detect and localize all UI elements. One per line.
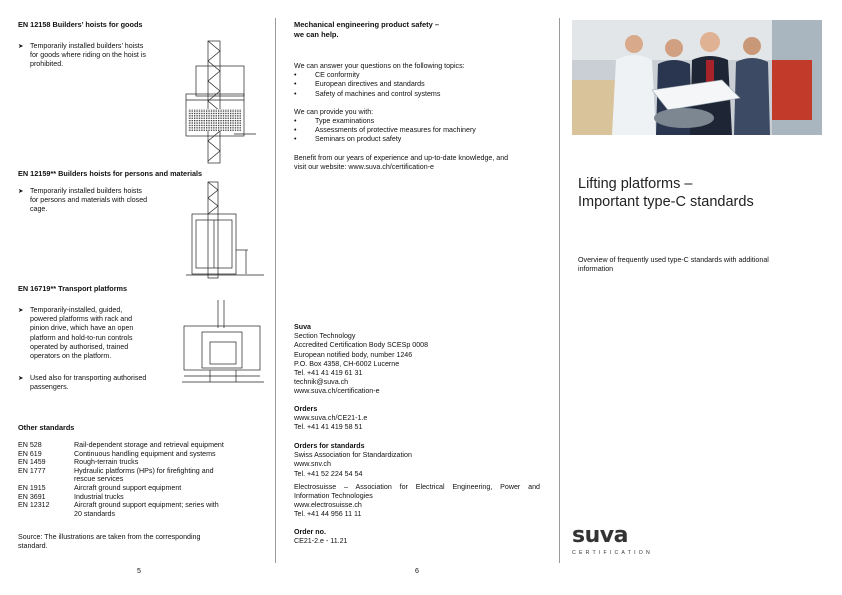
- description-line: Rail-dependent storage and retrieval equipment: [74, 441, 224, 449]
- standard-code: EN 619: [18, 449, 42, 458]
- standard-description: [74, 493, 254, 502]
- standard-code: EN 3691: [18, 492, 46, 501]
- subtitle-line: information: [578, 265, 614, 274]
- bullet-line: ➤ Temporarily installed builders hoists: [30, 187, 142, 195]
- description-line: Aircraft ground support equipment; series with: [74, 501, 219, 510]
- description-line: Industrial trucks: [74, 492, 124, 501]
- bullet-line: ➤ Temporarily-installed, guided,: [30, 306, 123, 314]
- title-line: Lifting platforms –: [578, 176, 693, 192]
- help-topics: [294, 62, 540, 172]
- logo-tagline: CERTIFICATION: [572, 550, 653, 556]
- email-link[interactable]: technik@suva.ch: [294, 378, 349, 387]
- standard-code: EN 12312: [18, 501, 50, 510]
- bullet-line: cage.: [30, 205, 48, 214]
- bullet-en12158: [18, 42, 180, 70]
- page-divider-right: [559, 18, 560, 563]
- persons-hoist-illustration: [186, 180, 266, 280]
- suva-logo: [572, 525, 653, 556]
- bullet-line: operators on the platform.: [30, 352, 112, 361]
- orders-link[interactable]: www.suva.ch/CE21-1.e: [294, 414, 368, 423]
- logo-wordmark: suva: [572, 523, 628, 548]
- standard-description: [74, 458, 254, 467]
- contact-line: Section Technology: [294, 332, 356, 341]
- contact-line: Tel. +41 52 224 54 54: [294, 469, 363, 478]
- heading-line: we can help.: [294, 30, 339, 39]
- description-line: Continuous handling equipment and systems: [74, 449, 216, 458]
- orders-block: [294, 405, 540, 433]
- bullet-line: for persons and materials with closed: [30, 196, 148, 205]
- title-line: Important type-C standards: [578, 194, 754, 210]
- cover-title: [578, 175, 818, 211]
- order-number-heading: Order no.: [294, 528, 326, 536]
- cover-photo: [572, 20, 822, 135]
- suva-contact: [294, 323, 540, 397]
- standard-code: EN 1915: [18, 483, 46, 492]
- order-number-value: CE21-2.e - 11.21: [294, 537, 348, 546]
- table-row: [18, 458, 268, 467]
- table-row: [18, 484, 268, 493]
- bullet-line: prohibited.: [30, 60, 64, 69]
- provides-intro: We can provide you with:: [294, 107, 374, 116]
- provides-list: [294, 117, 540, 145]
- table-row: [18, 501, 268, 518]
- bullet-line: ➤ Used also for transporting authorised: [30, 374, 147, 382]
- page-number-left: 5: [137, 567, 141, 575]
- bullet-line: powered platforms with rack and: [30, 315, 133, 324]
- description-line: rescue services: [74, 475, 124, 484]
- suva-heading: Suva: [294, 323, 311, 331]
- section-heading-en16719: EN 16719** Transport platforms: [18, 284, 128, 293]
- other-standards-heading: Other standards: [18, 423, 75, 432]
- page-middle: [294, 0, 540, 595]
- orders-standards-heading: Orders for standards: [294, 442, 365, 450]
- page-number-middle: 6: [415, 567, 419, 575]
- standard-description: [74, 441, 254, 450]
- contact-line: Electrosuisse – Association for Electrical Engineering, Power and: [294, 482, 540, 491]
- bullet-line: operated by authorised, trained: [30, 342, 129, 351]
- list-item: • Seminars on product safety: [294, 135, 540, 144]
- order-number-block: [294, 528, 540, 546]
- list-item: • Assessments of protective measures for machinery: [294, 126, 540, 135]
- list-item: • Type examinations: [294, 117, 540, 126]
- bullet-line: passengers.: [30, 383, 69, 392]
- middle-heading: [294, 20, 439, 40]
- source-line: standard.: [18, 542, 48, 551]
- standard-description: [74, 484, 254, 493]
- description-line: 20 standards: [74, 509, 116, 518]
- engineers-photo-illustration: [572, 20, 822, 135]
- website-link[interactable]: www.suva.ch/certification-e: [294, 387, 380, 396]
- other-standards-table: [18, 441, 268, 518]
- source-line: Source: The illustrations are taken from the corresponding: [18, 533, 201, 541]
- description-line: Hydraulic platforms (HPs) for firefighting and: [74, 466, 214, 475]
- standard-code: EN 1459: [18, 458, 46, 467]
- list-item: • CE conformity: [294, 71, 540, 80]
- snv-link[interactable]: www.snv.ch: [294, 460, 331, 469]
- bullet-line: ➤ Temporarily installed builders’ hoists: [30, 42, 144, 50]
- orders-phone: Tel. +41 41 419 58 51: [294, 423, 363, 432]
- bullet-line: platform and hold-to-run controls: [30, 333, 133, 342]
- electrosuisse-link[interactable]: www.electrosuisse.ch: [294, 501, 362, 510]
- cover-subtitle: [578, 256, 818, 274]
- contact-line: Accredited Certification Body SCESp 0008: [294, 341, 429, 350]
- table-row: [18, 441, 268, 450]
- list-item: • Safety of machines and control systems: [294, 90, 540, 99]
- bullet-en16719-2: [18, 374, 180, 392]
- source-note: [18, 533, 268, 551]
- topics-intro: We can answer your questions on the following topics:: [294, 62, 465, 70]
- contact-line: P.O. Box 4358, CH-6002 Lucerne: [294, 359, 400, 368]
- bullet-line: pinion drive, which have an open: [30, 324, 134, 333]
- contact-line: Tel. +41 41 419 61 31: [294, 369, 363, 378]
- transport-platform-illustration: [180, 298, 266, 386]
- list-item: • European directives and standards: [294, 80, 540, 89]
- subtitle-line: Overview of frequently used type-C standards with additional: [578, 256, 769, 264]
- benefit-line: visit our website: www.suva.ch/certification-e: [294, 162, 434, 171]
- heading-line: Mechanical engineering product safety –: [294, 20, 440, 29]
- contact-line: European notified body, number 1246: [294, 350, 413, 359]
- contact-line: Tel. +41 44 956 11 11: [294, 510, 362, 519]
- bullet-en12159: [18, 187, 180, 215]
- contact-line: Swiss Association for Standardization: [294, 451, 412, 460]
- table-row: [18, 493, 268, 502]
- orders-standards-block: [294, 442, 540, 520]
- description-line: Aircraft ground support equipment: [74, 483, 182, 492]
- table-row: [18, 467, 268, 484]
- section-heading-en12158: EN 12158 Builders’ hoists for goods: [18, 20, 143, 29]
- standard-code: EN 1777: [18, 466, 46, 475]
- table-row: [18, 450, 268, 459]
- page-divider-left: [275, 18, 276, 563]
- standard-description: [74, 450, 254, 459]
- orders-heading: Orders: [294, 405, 318, 413]
- topics-list: [294, 71, 540, 99]
- standard-description: [74, 467, 254, 484]
- standard-description: [74, 501, 254, 518]
- bullet-line: for goods where riding on the hoist is: [30, 51, 146, 60]
- description-line: Rough-terrain trucks: [74, 458, 139, 467]
- standard-code: EN 528: [18, 441, 42, 449]
- bullet-en16719-1: [18, 306, 180, 361]
- benefit-line: Benefit from our years of experience and up-to-date knowledge, and: [294, 153, 509, 162]
- goods-hoist-illustration: [182, 36, 262, 166]
- page-left: [18, 0, 268, 595]
- section-heading-en12159: EN 12159** Builders hoists for persons and materials: [18, 169, 203, 178]
- contact-line: Information Technologies: [294, 492, 373, 501]
- page-right: [572, 0, 824, 595]
